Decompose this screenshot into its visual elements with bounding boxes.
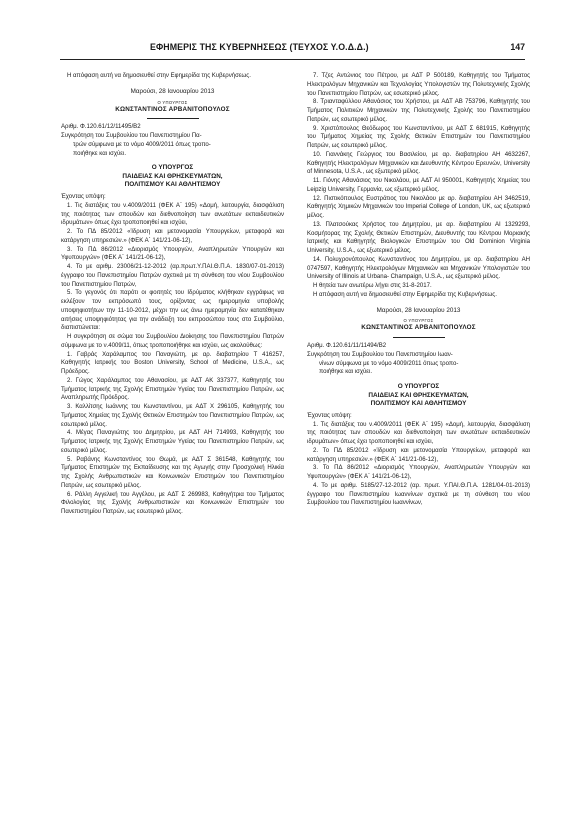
member-paragraph: 13. Πλατσούκας Χρήστος του Δημητρίου, με αρ. διαβατηρίου ΑΙ 1329293, Κοσμήτορας της Σχολής Θετικών Επιστημών, Διευθυντής του Κέντρου Μοριακής Ιατρικής και Καθηγητής Βιολογικών Επιστημών του Old Dominion Virginia University, U.S.A., ως εξωτερικό μέλος. [307, 221, 530, 254]
member-paragraph: 4. Μέγας Παναγιώτης του Δημητρίου, με ΑΔΤ ΑΗ 714993, Καθηγητής του Τμήματος Ιατρικής της Σχολής Επιστημών Υγείας του Πανεπιστημίου Πατρών, ως εσωτερικό μέλος. [61, 430, 284, 454]
considerations-label: Έχοντας υπόψη: [61, 194, 106, 201]
header-divider [60, 59, 525, 60]
consideration-paragraph: 2. Το ΠΔ 85/2012 «Ίδρυση και μετονομασία Υπουργείων, μεταφορά και κατάργηση υπηρεσιών.» (ΦΕΚ Α΄ 141/21-06-12), [307, 447, 530, 463]
section-divider [393, 337, 445, 338]
subject-line: νίνων σύμφωνα με το νόμο 4009/2011 όπως τροπο- [319, 360, 459, 367]
left-column [61, 72, 284, 517]
member-paragraph: 3. Καλλίτσης Ιωάννης του Κωνσταντίνου, με ΑΔΤ Χ 296105, Καθηγητής του Τμήματος Χημείας της Σχολής Θετικών Επιστημών του Πανεπιστημίου Πατρών, ως εσωτερικό μέλος. [61, 404, 284, 428]
subject-line: ποιήθηκε και ισχύει. [73, 150, 127, 157]
gazette-title: ΕΦΗΜΕΡΙΣ ΤΗΣ ΚΥΒΕΡΝΗΣΕΩΣ (ΤΕΥΧΟΣ Υ.Ο.Δ.Δ.) [150, 42, 369, 52]
signer-name: ΚΩΝΣΤΑΝΤΙΝΟΣ ΑΡΒΑΝΙΤΟΠΟΥΛΟΣ [361, 324, 476, 332]
minister-heading [61, 164, 284, 190]
considerations-label: Έχοντας υπόψη: [307, 412, 352, 419]
page-number: 147 [510, 42, 525, 52]
minister-heading-line: ΠΑΙΔΕΙΑΣ ΚΑΙ ΘΡΗΣΚΕΥΜΑΤΩΝ, [368, 391, 469, 399]
signer-name: ΚΩΝΣΤΑΝΤΙΝΟΣ ΑΡΒΑΝΙΤΟΠΟΥΛΟΣ [115, 105, 230, 113]
consideration-paragraph: 1. Τις διατάξεις του ν.4009/2011 (ΦΕΚ Α΄ 195) «Δομή, λειτουργία, διασφάλιση της ποιότητας των σπουδών και διεθνοποίηση των ανωτάτων εκπαιδευτικών ιδρυμάτων» όπως έχει τροποποιηθεί και ισχύει, [307, 421, 530, 446]
composition-paragraph: Η συγκρότηση σε σώμα του Συμβουλίου Διοίκησης του Πανεπιστημίου Πατρών σύμφωνα με το ν.4009/11, όπως τροποποιήθηκε και ισχύει, ως ακολούθως: [61, 334, 284, 349]
member-paragraph: 6. Ράλλη Αγγελική του Αγγέλου, με ΑΔΤ Σ 269983, Καθηγήτρια του Τμήματος Φιλολογίας της Σχολής Ανθρωπιστικών και Κοινωνικών Επιστημών του Πανεπιστημίου Πατρών, ως εσωτερικό μέλος. [61, 491, 284, 516]
subject-line: Συγκρότηση του Συμβουλίου του Πανεπιστημίου Ιωαν- [307, 351, 453, 358]
consideration-paragraph: 2. Το ΠΔ 85/2012 «Ίδρυση και μετονομασία Υπουργείων, μεταφορά και κατάργηση υπηρεσιών.» (ΦΕΚ Α΄ 141/21-06-12), [61, 229, 284, 244]
minister-heading-line: ΠΟΛΙΤΙΣΜΟΥ ΚΑΙ ΑΘΛΗΤΙΣΜΟΥ [124, 181, 221, 189]
decision-number: Αριθμ. Φ.120.61/12/11495/Β2 [61, 124, 141, 131]
decision-number: Αριθμ. Φ.120.61/11/11494/Β2 [307, 343, 387, 349]
member-paragraph: 12. Πιστικόπουλος Ευστράτιος του Νικολάου με αρ. διαβατηρίου ΑΗ 3462519, Καθηγητής Χημικών Μηχανικών του Imperial College of London, UK, ως εξωτερικό μέλος. [307, 195, 530, 219]
member-paragraph: 9. Χριστόπουλος Θεόδωρος του Κωνσταντίνου, με ΑΔΤ Σ 681915, Καθηγητής του Τμήματος Χημείας της Σχολής Θετικών Επιστημών του Πανεπιστημίου Πατρών, ως εσωτερικό μέλος. [307, 125, 530, 149]
member-paragraph: 2. Γώγος Χαράλαμπος του Αθανασίου, με ΑΔΤ ΑΚ 337377, Καθηγητής του Τμήματος Ιατρικής της Σχολής Επιστημών Υγείας του Πανεπιστημίου Πατρών, ως Αναπληρωτής Πρόεδρος. [61, 377, 284, 402]
member-paragraph: 8. Τριανταφύλλου Αθανάσιος του Χρήστου, με ΑΔΤ ΑΒ 753796, Καθηγητής του Τμήματος Πολιτικών Μηχανικών της Πολυτεχνικής Σχολής του Πανεπιστημίου Πατρών, ως εσωτερικό μέλος. [307, 99, 530, 123]
signer-role: Ο ΥΠΟΥΡΓΟΣ [157, 99, 188, 105]
signing-date: Μαρούσι, 28 Ιανουαρίου 2013 [130, 87, 215, 95]
member-paragraph: 10. Γιαννάκης Γεώργιος του Βασιλείου, με αρ. διαβατηρίου ΑΗ 4632267, Καθηγητής Ηλεκτρολόγων Μηχανικών και Διευθυντής Κέντρου Ερευνών, University of Minnesota, U.S.A., ως εξωτερικό μέλος. [307, 151, 530, 176]
subject-line: Συγκρότηση του Συμβουλίου του Πανεπιστημίου Πα- [61, 133, 202, 139]
member-paragraph: 14. Πολυχρονόπουλος Κωνσταντίνος του Δημητρίου, με αρ. διαβατηρίου ΑΗ 0747597, Καθηγητής Ηλεκτρολόγων Μηχανικών και Μηχανικών Υπολογιστών του University of Illinois at Urbana- Champaign, U.S.A., ως εξωτερικό μέλος. [307, 256, 530, 281]
minister-heading [307, 383, 530, 409]
decision-subject [307, 351, 530, 377]
consideration-paragraph: 1. Τις διατάξεις του ν.4009/2011 (ΦΕΚ Α΄ 195) «Δομή, λειτουργία, διασφάλιση της ποιότητας των σπουδών και διεθνοποίηση των ανωτάτων εκπαιδευτικών ιδρυμάτων» όπως έχει τροποποιηθεί και ισχύει, [61, 202, 284, 227]
consideration-paragraph: 4. Το με αριθμ. 23006/21-12-2012 (αρ.πρωτ.Υ.ΠΑΙ.Θ.Π.Α. 1830/07-01-2013) έγγραφο του Πανεπιστημίου Πατρών σχετικά με τη σύνθεση του νέου Συμβουλίου του Πανεπιστημίου Πατρών, [61, 264, 284, 288]
publication-paragraph: Η απόφαση αυτή να δημοσιευθεί στην Εφημερίδα της Κυβερνήσεως. [313, 291, 497, 298]
page-header [60, 40, 525, 56]
minister-heading-line: Ο ΥΠΟΥΡΓΟΣ [151, 164, 194, 172]
right-column [307, 72, 530, 508]
signing-date: Μαρούσι, 28 Ιανουαρίου 2013 [376, 306, 461, 314]
consideration-paragraph: 3. Το ΠΔ 86/2012 «Διορισμός Υπουργών, Αναπληρωτών Υπουργών και Υφυπουργών» (ΦΕΚ Α΄ 141/21-06-12), [307, 465, 530, 481]
member-paragraph: 5. Ραβάνης Κωνσταντίνος του Θωμά, με ΑΔΤ Σ 361548, Καθηγητής του Τμήματος Επιστημών της Εκπαίδευσης και της Αγωγής στην Προσχολική Ηλικία της Σχολής Ανθρωπιστικών και Κοινωνικών Επιστημών του Πανεπιστημίου Πατρών, ως εσωτερικό μέλος. [61, 456, 284, 489]
consideration-paragraph: 5. Το γεγονός ότι παρότι οι φοιτητές του Ιδρύματος κλήθηκαν εγγράφως να εκλέξουν τον εκπρόσωπό τους, ορίζοντας ως ημερομηνία υποβολής υποψηφιοτήτων την 11-10-2012, μέχρι την ως άνω ημερομηνία δεν κατατέθηκαν αιτήσεις υποψηφιότητας για την ανάδειξη του εκπροσώπου τους στο Συμβούλιο, διαπιστώνεται: [61, 290, 284, 332]
member-paragraph: 1. Γαβράς Χαράλαμπος του Παναγιώτη, με αρ. διαβατηρίου Τ 416257, Καθηγητής Ιατρικής του Boston University, School of Medicine, U.S.A., ως Πρόεδρος. [61, 351, 284, 376]
minister-heading-line: ΠΑΙΔΕΙΑΣ ΚΑΙ ΘΡΗΣΚΕΥΜΑΤΩΝ, [122, 172, 223, 180]
term-paragraph: Η θητεία των ανωτέρω λήγει στις 31-8-2017. [313, 283, 432, 289]
publication-paragraph: Η απόφαση αυτή να δημοσιευθεί στην Εφημερίδα της Κυβερνήσεως. [67, 73, 251, 79]
subject-line: ποιήθηκε και ισχύει. [319, 369, 373, 376]
subject-line: τρών σύμφωνα με το νόμο 4009/2011 όπως τροπο- [73, 141, 211, 148]
consideration-paragraph: 3. Το ΠΔ 86/2012 «Διορισμός Υπουργών, Αναπληρωτών Υπουργών και Υφυπουργών» (ΦΕΚ Α΄ 141/21-06-12), [61, 246, 284, 262]
consideration-paragraph: 4. Το με αριθμ. 5185/27-12-2012 (αρ. πρωτ. Υ.ΠΑΙ.Θ.Π.Α. 1281/04-01-2013) έγγραφο του Πανεπιστημίου Ιωαννίνων σχετικά με τη σύνθεση του νέου Συμβουλίου του Πανεπιστημίου Ιωαννίνων, [307, 482, 530, 507]
decision-subject [61, 132, 284, 158]
section-divider [147, 118, 199, 119]
member-paragraph: 7. Τζες Αντώνιος του Πέτρου, με ΑΔΤ Ρ 500189, Καθηγητής του Τμήματος Ηλεκτρολόγων Μηχανικών και Τεχνολογίας Υπολογιστών της Πολυτεχνικής Σχολής του Πανεπιστημίου Πατρών, ως εσωτερικό μέλος. [307, 73, 530, 97]
minister-heading-line: Ο ΥΠΟΥΡΓΟΣ [397, 383, 440, 390]
minister-heading-line: ΠΟΛΙΤΙΣΜΟΥ ΚΑΙ ΑΘΛΗΤΙΣΜΟΥ [370, 400, 467, 408]
signer-role: Ο ΥΠΟΥΡΓΟΣ [403, 318, 434, 324]
member-paragraph: 11. Γιόνης Αθανάσιος του Νικολάου, με ΑΔΤ ΑΙ 950001, Καθηγητής Χημείας του Leipzig University, Γερμανία, ως εξωτερικό μέλος. [307, 178, 530, 193]
